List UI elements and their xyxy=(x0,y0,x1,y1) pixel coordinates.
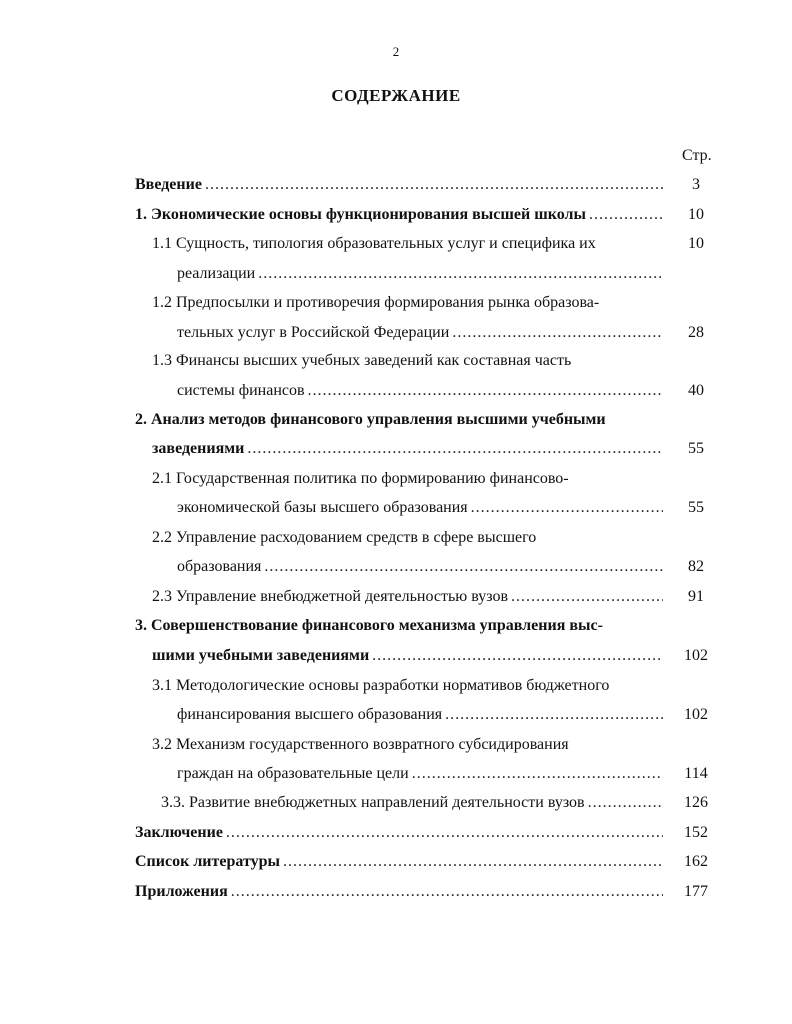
page-title: СОДЕРЖАНИЕ xyxy=(331,86,461,105)
toc-page-number: 10 xyxy=(688,235,704,252)
toc-entry-continuation: экономической базы высшего образования ..... xyxy=(177,499,663,517)
toc-page-number: 102 xyxy=(684,706,708,723)
toc-entry-title: Заключение xyxy=(135,824,223,841)
toc-entry-section-2-2[interactable]: 2.2 Управление расходованием средств в сфере высшего xyxy=(152,529,537,546)
toc-page-number: 152 xyxy=(684,824,708,841)
toc-entry-title: Приложения xyxy=(135,883,228,900)
toc-page-number: 102 xyxy=(684,647,708,664)
toc-page-number: 82 xyxy=(688,558,704,575)
toc-entry-conclusion[interactable] xyxy=(135,824,663,842)
toc-entry-title: 1. Экономические основы функционирования высшей школы xyxy=(135,206,586,223)
toc-entry-section-3-3[interactable] xyxy=(161,794,663,812)
toc-entry-title: 2.3 Управление внебюджетной деятельностью вузов xyxy=(152,588,509,605)
toc-page-number: 162 xyxy=(684,853,708,870)
toc-entry-section-3-1[interactable]: 3.1 Методологические основы разработки нормативов бюджетного xyxy=(152,677,610,694)
dot-leader xyxy=(283,853,663,871)
toc-page-number: 91 xyxy=(688,588,704,605)
toc-page-number: 55 xyxy=(688,440,704,457)
dot-leader xyxy=(589,206,663,224)
dot-leader xyxy=(264,558,663,576)
toc-entry-section-2-1[interactable]: 2.1 Государственная политика по формированию финансово- xyxy=(152,470,569,487)
dot-leader xyxy=(231,883,663,901)
page-column-label: Стр. xyxy=(682,147,712,164)
toc-entry-section-1-1[interactable]: 1.1 Сущность, типология образовательных услуг и специфика их xyxy=(152,235,596,252)
toc-entry-chapter-2[interactable]: 2. Анализ методов финансового управления высшими учебными xyxy=(135,411,606,428)
toc-entry-title: 3.3. Развитие внебюджетных направлений деятельности вузов xyxy=(161,794,585,811)
toc-entry-title: Список литературы xyxy=(135,853,280,870)
toc-entry-continuation: шими учебными заведениями ..... xyxy=(152,647,663,665)
toc-entry-chapter-3[interactable]: 3. Совершенствование финансового механизма управления выс- xyxy=(135,617,603,634)
dot-leader xyxy=(452,324,663,342)
toc-entry-section-3-2[interactable]: 3.2 Механизм государственного возвратного субсидирования xyxy=(152,736,569,753)
dot-leader xyxy=(247,440,663,458)
dot-leader xyxy=(258,265,663,283)
dot-leader xyxy=(205,176,663,194)
toc-entry-continuation: реализации ..... xyxy=(177,265,663,283)
toc-page-number: 28 xyxy=(688,324,704,341)
toc-entry-appendices[interactable] xyxy=(135,883,663,901)
toc-entry-section-2-3[interactable] xyxy=(152,588,663,606)
toc-entry-continuation: системы финансов ..... xyxy=(177,382,663,400)
dot-leader xyxy=(372,647,663,665)
toc-entry-introduction[interactable] xyxy=(135,176,663,194)
toc-page-number: 55 xyxy=(688,499,704,516)
toc-entry-section-1-2[interactable]: 1.2 Предпосылки и противоречия формирования рынка образова- xyxy=(152,294,600,311)
dot-leader xyxy=(511,588,663,606)
toc-page-number: 10 xyxy=(688,206,704,223)
toc-page-number: 126 xyxy=(684,794,708,811)
page-number: 2 xyxy=(392,44,400,59)
toc-entry-title: Введение xyxy=(135,176,202,193)
dot-leader xyxy=(445,706,663,724)
toc-page-number: 177 xyxy=(684,883,708,900)
toc-entry-continuation: образования ..... xyxy=(177,558,663,576)
toc-entry-continuation: тельных услуг в Российской Федерации ..... xyxy=(177,324,663,342)
dot-leader xyxy=(471,499,663,517)
dot-leader xyxy=(308,382,663,400)
dot-leader xyxy=(412,765,663,783)
toc-page-number: 114 xyxy=(684,765,708,782)
toc-page-number: 3 xyxy=(692,176,700,193)
toc-entry-section-1-3[interactable]: 1.3 Финансы высших учебных заведений как составная часть xyxy=(152,352,572,369)
toc-entry-continuation: граждан на образовательные цели ..... xyxy=(177,765,663,783)
toc-entry-chapter-1[interactable] xyxy=(135,206,663,224)
dot-leader xyxy=(588,794,663,812)
toc-entry-bibliography[interactable] xyxy=(135,853,663,871)
toc-page-number: 40 xyxy=(688,382,704,399)
toc-entry-continuation: заведениями ..... xyxy=(152,440,663,458)
dot-leader xyxy=(226,824,663,842)
toc-entry-continuation: финансирования высшего образования ..... xyxy=(177,706,663,724)
